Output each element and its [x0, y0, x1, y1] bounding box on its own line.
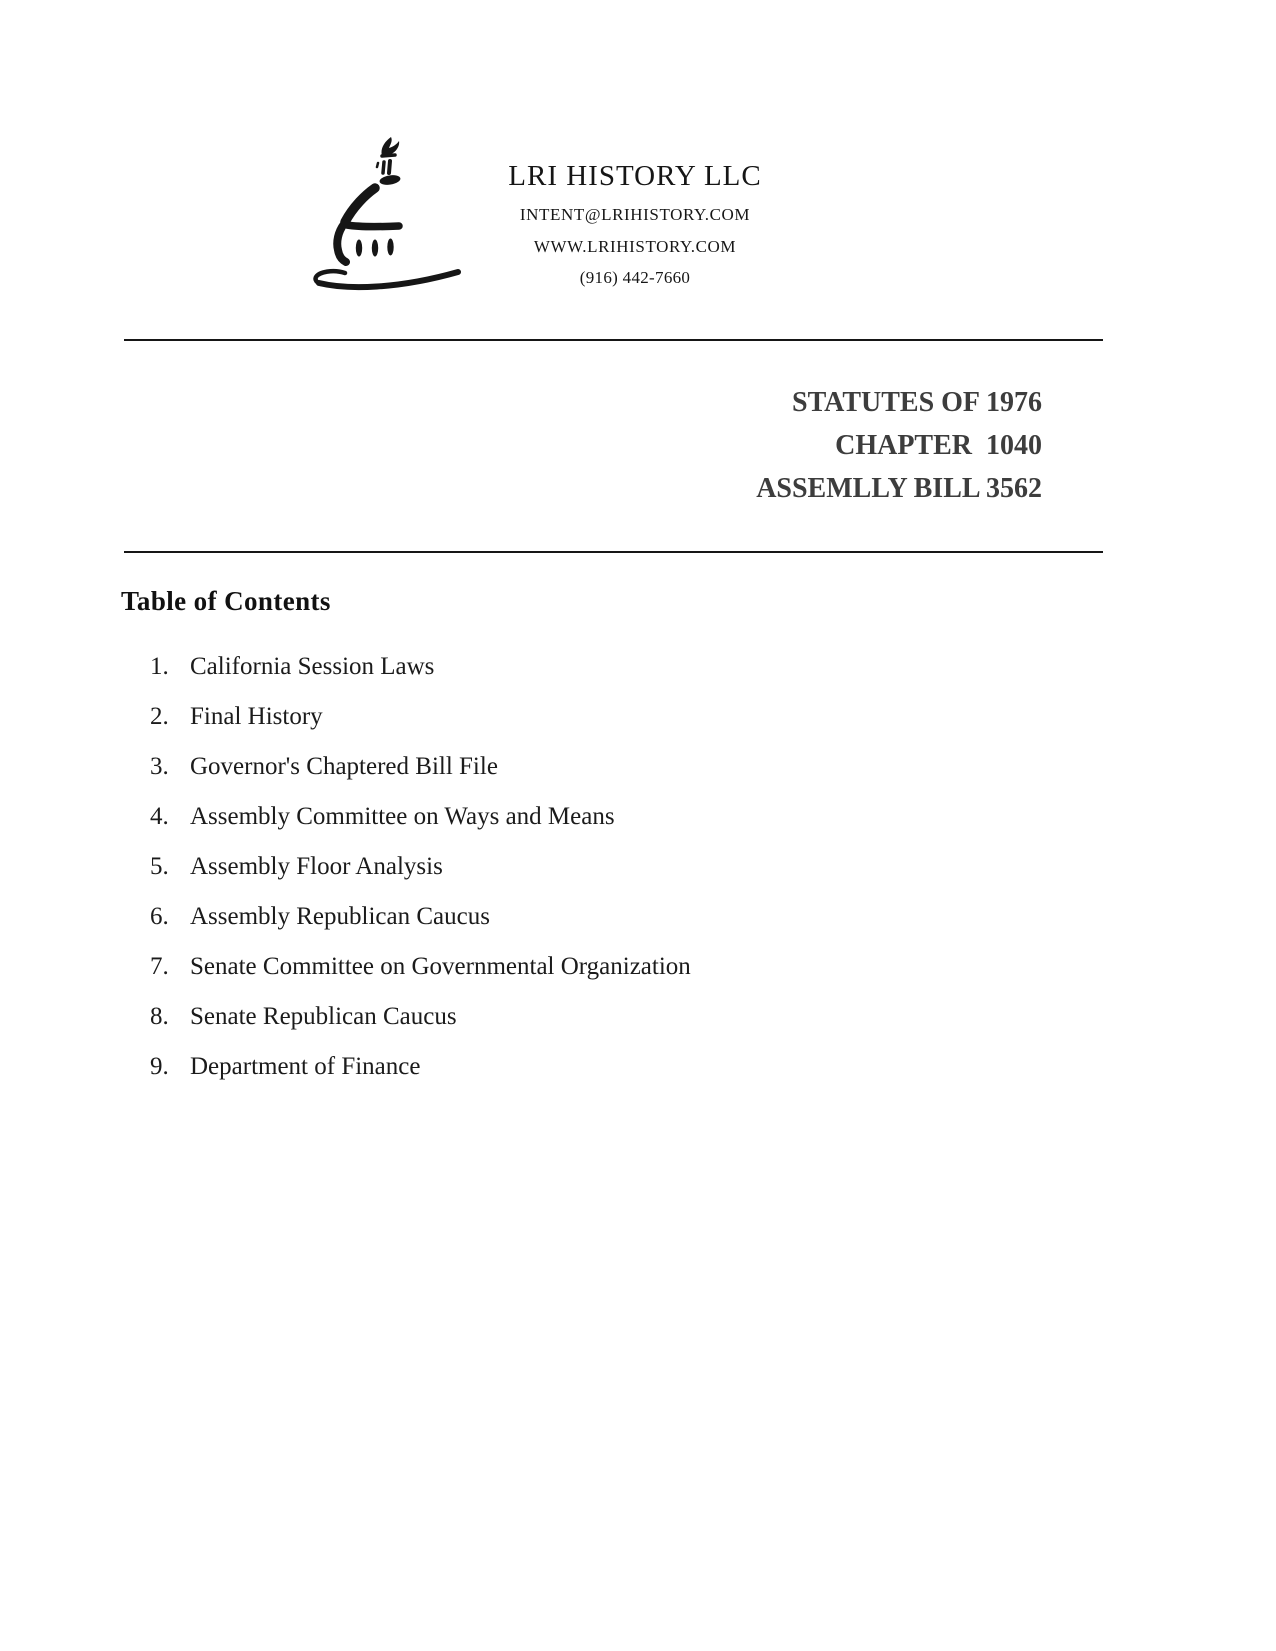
toc-item-label: Assembly Floor Analysis	[190, 853, 443, 880]
toc-item	[150, 952, 691, 982]
letterhead	[430, 160, 840, 288]
toc-heading: Table of Contents	[121, 586, 331, 616]
statutes-line: STATUTES OF 1976	[792, 387, 1042, 418]
toc-item-number: 1.	[150, 653, 169, 680]
toc-item-label: Department of Finance	[190, 1053, 421, 1080]
toc-item-number: 6.	[150, 903, 169, 930]
case-title-block	[756, 381, 1042, 510]
toc-item-number: 2.	[150, 703, 169, 730]
toc-item-label: Senate Republican Caucus	[190, 1003, 457, 1030]
toc-item	[150, 1002, 691, 1032]
toc-item-number: 7.	[150, 953, 169, 980]
toc-item	[150, 902, 691, 932]
toc-item-number: 3.	[150, 753, 169, 780]
toc-item-label: Final History	[190, 703, 323, 730]
divider-middle	[124, 551, 1103, 553]
toc-item	[150, 702, 691, 732]
chapter-line: CHAPTER 1040	[835, 430, 1042, 461]
toc-item	[150, 752, 691, 782]
toc-item-number: 5.	[150, 853, 169, 880]
company-email: INTENT@LRIHISTORY.COM	[519, 205, 751, 224]
bill-line: ASSEMLLY BILL 3562	[756, 473, 1042, 504]
divider-top	[124, 339, 1103, 341]
company-name: LRI HISTORY LLC	[508, 160, 762, 192]
company-website: WWW.LRIHISTORY.COM	[533, 237, 737, 256]
toc-item-label: California Session Laws	[190, 653, 435, 680]
toc-item	[150, 1052, 691, 1082]
toc-item-label: Assembly Committee on Ways and Means	[190, 803, 615, 830]
company-phone: (916) 442-7660	[579, 268, 691, 287]
toc-item	[150, 802, 691, 832]
toc-item-number: 9.	[150, 1053, 169, 1080]
toc-item	[150, 852, 691, 882]
toc-item	[150, 652, 691, 682]
toc-item-label: Senate Committee on Governmental Organization	[190, 953, 691, 980]
toc-item-label: Governor's Chaptered Bill File	[190, 753, 498, 780]
toc-item-number: 8.	[150, 1003, 169, 1030]
toc-item-label: Assembly Republican Caucus	[190, 903, 490, 930]
toc-list	[150, 652, 691, 1102]
toc-item-number: 4.	[150, 803, 169, 830]
